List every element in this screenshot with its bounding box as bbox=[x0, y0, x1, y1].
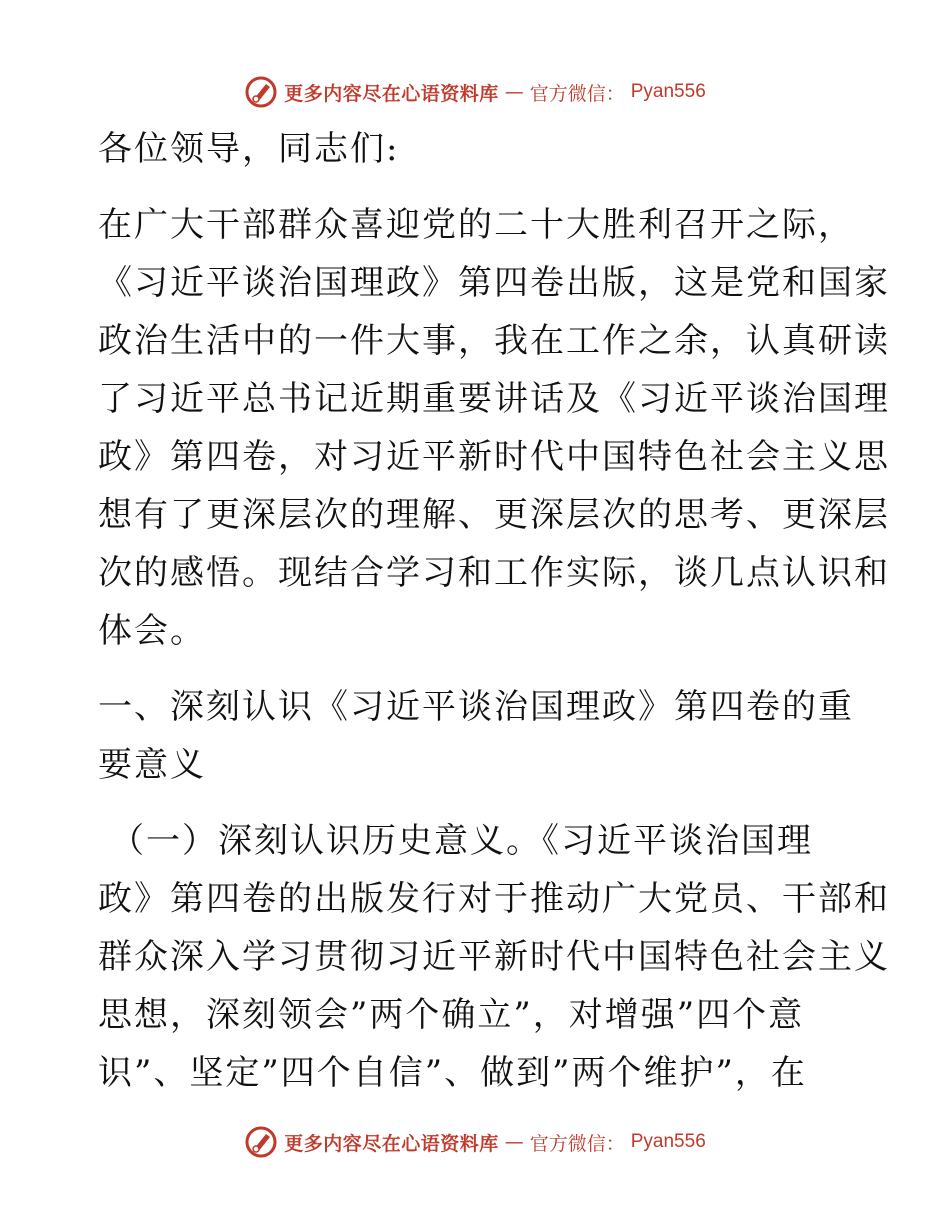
fountain-pen-logo-icon bbox=[244, 1125, 278, 1159]
paragraph-line: 识”、坚定”四个自信”、做到”两个维护”，在 bbox=[98, 1053, 807, 1093]
paragraph-line: 政》第四卷的出版发行对于推动广大党员、干部和 bbox=[98, 879, 890, 919]
watermark-text: 更多内容尽在心语资料库 bbox=[284, 82, 499, 105]
paragraph-line: 思想，深刻领会”两个确立”，对增强”四个意 bbox=[98, 995, 805, 1035]
heading-line: 一、深刻认识《习近平谈治国理政》第四卷的重 bbox=[98, 687, 854, 727]
watermark-wechat-id: Pyan556 bbox=[630, 81, 706, 102]
watermark-separator: — bbox=[504, 81, 524, 103]
watermark-official-label: 官方微信： bbox=[529, 82, 625, 105]
header-watermark bbox=[0, 72, 950, 112]
paragraph-line: 想有了更深层次的理解、更深层次的思考、更深层 bbox=[98, 495, 890, 535]
paragraph-historical-significance bbox=[98, 812, 890, 1102]
paragraph-line: 体会。 bbox=[98, 611, 206, 651]
fountain-pen-logo-icon bbox=[244, 75, 278, 109]
paragraph-line: 群众深入学习贯彻习近平新时代中国特色社会主义 bbox=[98, 937, 890, 977]
paragraph-intro bbox=[98, 196, 890, 660]
paragraph-line: 次的感悟。现结合学习和工作实际，谈几点认识和 bbox=[98, 553, 890, 593]
watermark-separator: — bbox=[504, 1131, 524, 1153]
paragraph-line: 《习近平谈治国理政》第四卷出版，这是党和国家 bbox=[98, 263, 890, 303]
watermark-text: 更多内容尽在心语资料库 bbox=[284, 1132, 499, 1155]
paragraph-line: 了习近平总书记近期重要讲话及《习近平谈治国理 bbox=[98, 379, 890, 419]
paragraph-line: 政》第四卷，对习近平新时代中国特色社会主义思 bbox=[98, 437, 890, 477]
watermark-official-label: 官方微信： bbox=[529, 1132, 625, 1155]
greeting: 各位领导，同志们: bbox=[98, 129, 400, 169]
paragraph-line: （一）深刻认识历史意义。《习近平谈治国理 bbox=[110, 821, 813, 861]
footer-watermark bbox=[0, 1122, 950, 1162]
heading-line: 要意义 bbox=[98, 745, 206, 785]
watermark-wechat-id: Pyan556 bbox=[630, 1131, 706, 1152]
section-heading-1 bbox=[98, 678, 854, 794]
paragraph-line: 在广大干部群众喜迎党的二十大胜利召开之际， bbox=[98, 205, 854, 245]
document-body bbox=[98, 120, 890, 1102]
paragraph-line: 政治生活中的一件大事，我在工作之余，认真研读 bbox=[98, 321, 890, 361]
